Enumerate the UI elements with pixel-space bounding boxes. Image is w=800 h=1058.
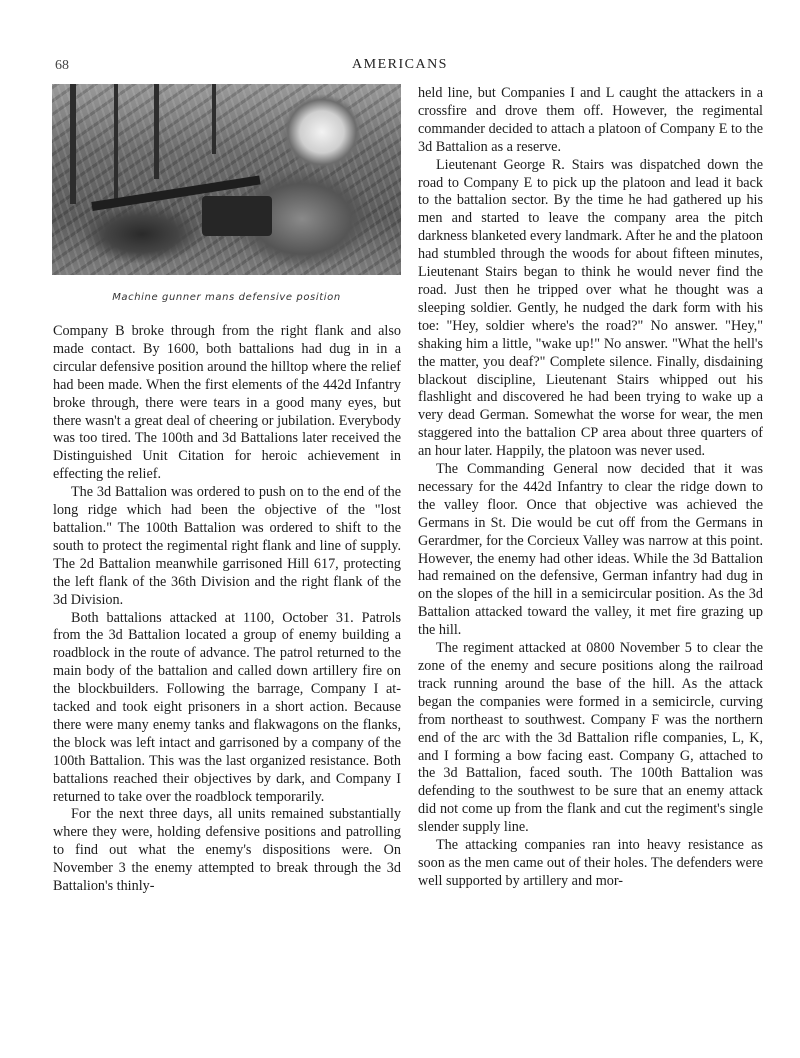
page-number: 68 (55, 58, 69, 73)
tree-trunk (154, 84, 159, 179)
photograph (52, 84, 401, 275)
running-title: AMERICANS (352, 57, 448, 72)
paragraph: For the next three days, all units remained substantially where they were, holding defensive positions and patrolling to find out what the enemy's dispositions were. On November 3 the enemy attempted to break through the 3d Battalion's thinly- (53, 806, 401, 895)
right-column (418, 85, 763, 891)
paragraph: held line, but Companies I and L caught the attackers in a crossfire and drove them off. However, the regimental commander decided to attach a platoon of Company E to the 3d Battalion as a reserve. (418, 85, 763, 155)
paragraph: Both battalions attacked at 1100, October 31. Patrols from the 3d Battalion located a group of enemy building a roadblock in the route of advance. The patrol returned to the main body of the battalion and called down artillery fire on the blockbuilders. Following the barrage, Company I attacked and took eight prisoners in a short action. Because there were many enemy tanks and flakwagons on the flanks, the block was left intact and garrisoned by a company of the 100th Battalion. This was the last organized resistance. Both battalions reached their objectives by dark, and Company I returned to take over the roadblock temporarily. (53, 609, 401, 805)
tree-trunk (114, 84, 118, 204)
left-column (53, 323, 401, 896)
tree-trunk (70, 84, 76, 204)
paragraph: The attacking companies ran into heavy resistance as soon as the men came out of their holes. The defenders were well supported by artillery and mor- (418, 837, 763, 889)
tree-trunk (212, 84, 216, 154)
paragraph: The regiment attacked at 0800 November 5 to clear the zone of the enemy and secure positions along the railroad track running around the base of the hill. As the attack began the companies were formed in a semicircle, curving from northeast to southwest. Company F was the northern end of the arc with the 3d Battalion rifle companies, L, K, and I forming a bow facing east. Company G, attached to the 3d Battalion, faced south. The 100th Battalion was defending to the southwest to be sure that an enemy attack did not come up from the flank and cut the regiment's single slender supply line. (418, 640, 763, 836)
machine-gun-body (202, 196, 272, 236)
paragraph: Lieutenant George R. Stairs was dispatched down the road to Company E to pick up the platoon and lead it back to the battalion sector. By the time he had gathered up his men and started to leave the company area the pitch darkness blanketed every landmark. After he and the platoon had stumbled through the woods for about fifteen minutes, Lieutenant Stairs began to think he would never find the road. Just then he tripped over what he thought was a sleeping soldier. Gently, he nudged the dark form with his toe: "Hey, soldier where's the road?" No answer. "Hey," shaking him a little, "wake up!" No answer. "What the hell's the matter, you deaf?" Complete silence. Finally, disdaining blackout discipline, Lieutenant Stairs whipped out his flashlight and discovered he had been trying to wake up a very dead German. Somewhat the worse for wear, the men staggered into the battalion CP area about three quarters of an hour later. Happily, the platoon was never used. (418, 156, 763, 460)
paragraph: The Commanding General now decided that it was necessary for the 442d Infantry to clear the ridge down to the valley floor. Once that objective was achieved the Germans in St. Die would be cut off from the Germans in Gerardmer, for the Corcieux Valley was narrow at this point. However, the enemy had other ideas. While the 3d Battalion had remained on the defensive, German infantry had dug in on the slopes of the hill in a semicircular position. As the 3d Battalion attacked toward the valley, it met fire grazing up the hill. (418, 461, 763, 639)
paragraph: The 3d Battalion was ordered to push on to the end of the long ridge which had been the objective of the "lost battalion." The 100th Battalion was ordered to shift to the south to protect the regimental right flank and line of supply. The 2d Battalion meanwhile garrisoned Hill 617, protecting the left flank of the 36th Division and the right flank of the 3d Division. (53, 484, 401, 608)
paragraph: Company B broke through from the right flank and also made contact. By 1600, both battalions had dug in in a circular defensive position around the hilltop where the relief had been made. When the first elements of the 442d Infantry broke through, there were tears in a good many eyes, but there wasn't a great deal of cheering or jubilation. Everybody was too tired. The 100th and 3d Battalions later received the Distinguished Unit Citation for heroic achievement in effecting the relief. (53, 323, 401, 483)
figure-caption: Machine gunner mans defensive position (112, 292, 341, 303)
